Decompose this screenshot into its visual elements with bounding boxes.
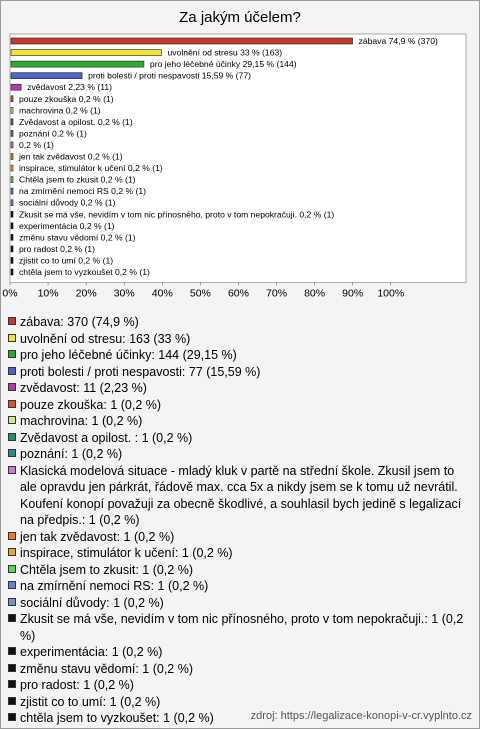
bar-label-17: změnu stavu vědomí 0,2 % (1) <box>19 232 136 243</box>
legend-label-8: poznání: 1 (0,2 %) <box>20 447 123 461</box>
bar-label-5: pouze zkouška 0,2 % (1) <box>19 93 114 104</box>
bar-3 <box>11 73 82 79</box>
legend-label-15: Zkusit se má vše, nevidím v tom nic přínosného, proto v tom nepokračuji.: 1 (0,2 %) <box>20 612 464 643</box>
legend-label-20: chtěla jsem to vyzkoušet: 1 (0,2 %) <box>20 711 214 725</box>
legend-swatch-4 <box>8 383 16 391</box>
bar-11 <box>11 165 13 171</box>
legend-item-7 <box>8 430 473 447</box>
bar-16 <box>11 223 13 229</box>
bar-19 <box>11 257 13 263</box>
legend-swatch-13 <box>8 581 16 589</box>
legend-label-9: Klasická modelová situace - mladý kluk v partě na střední škole. Zkusil jsem to ale opravdu jen párkrát, řádově max. cca 5x a nikdy jsem se k tomu už nevrátil. Koufení konopí považuji za obecně škodlivé, a souhlasil bych jedině s legalizací na předpis.: 1 (0,2 %) <box>20 463 462 527</box>
x-tick-label-0: 0% <box>2 287 18 300</box>
bar-label-20: chtěla jsem to vyzkoušet 0,2 % (1) <box>19 267 150 277</box>
bar-9 <box>11 142 13 148</box>
legend-label-0: zábava: 370 (74,9 %) <box>20 315 139 329</box>
bar-15 <box>11 211 13 217</box>
legend-item-18 <box>8 677 473 694</box>
x-tick-label-4: 40% <box>151 287 173 300</box>
legend-label-18: pro radost: 1 (0,2 %) <box>20 678 134 692</box>
legend-item-13 <box>8 578 473 595</box>
bar-label-7: Zvědavost a opilost. 0,2 % (1) <box>19 116 133 127</box>
legend-swatch-6 <box>8 416 16 424</box>
legend-swatch-15 <box>8 614 16 622</box>
bar-label-1: uvolnění od stresu 33 % (163) <box>167 47 283 58</box>
legend-item-16 <box>8 644 473 661</box>
bar-1 <box>11 50 161 56</box>
legend-label-16: experimentácia: 1 (0,2 %) <box>20 645 163 659</box>
legend-swatch-16 <box>8 647 16 655</box>
legend-item-8 <box>8 446 473 463</box>
bar-label-11: inspirace, stimulátor k učení 0,2 % (1) <box>19 163 163 174</box>
legend-label-3: proti bolesti / proti nespavosti: 77 (15,59 %) <box>20 364 261 379</box>
bar-13 <box>11 188 13 194</box>
legend-label-10: jen tak zvědavost: 1 (0,2 %) <box>20 529 175 544</box>
bar-chart <box>0 0 480 310</box>
legend-swatch-10 <box>8 532 16 540</box>
legend-item-15 <box>8 611 473 644</box>
x-tick-label-5: 50% <box>189 287 211 300</box>
x-tick-label-10: 100% <box>377 287 405 300</box>
legend-swatch-3 <box>8 367 16 375</box>
legend-item-2 <box>8 347 473 364</box>
bar-label-2: pro jeho léčebné účinky 29,15 % (144) <box>149 59 297 70</box>
bar-0 <box>11 38 353 44</box>
bar-label-13: na zmírnění nemoci RS 0,2 % (1) <box>19 186 147 197</box>
legend-label-7: Zvědavost a opilost. : 1 (0,2 %) <box>20 430 193 445</box>
x-tick-label-1: 10% <box>37 287 59 300</box>
legend-swatch-0 <box>8 317 16 325</box>
legend-label-14: sociální důvody: 1 (0,2 %) <box>20 595 164 610</box>
legend-swatch-5 <box>8 400 16 408</box>
bar-20 <box>11 269 13 275</box>
legend-item-11 <box>8 545 473 562</box>
legend-label-12: Chtěla jsem to zkusit: 1 (0,2 %) <box>20 562 193 577</box>
legend-swatch-14 <box>8 598 16 606</box>
x-tick-label-8: 80% <box>304 287 326 300</box>
bar-label-10: jen tak zvědavost 0,2 % (1) <box>19 151 123 162</box>
bar-label-0: zábava 74,9 % (370) <box>358 36 438 46</box>
legend-label-11: inspirace, stimulátor k učení: 1 (0,2 %) <box>20 546 233 560</box>
bar-label-12: Chtěla jsem to zkusit 0,2 % (1) <box>19 174 136 185</box>
legend-item-4 <box>8 380 473 397</box>
legend-item-12 <box>8 562 473 579</box>
bar-12 <box>11 177 13 183</box>
legend-label-1: uvolnění od stresu: 163 (33 %) <box>20 331 191 346</box>
bar-5 <box>11 96 13 102</box>
legend-label-2: pro jeho léčebné účinky: 144 (29,15 %) <box>20 348 237 362</box>
legend-swatch-2 <box>8 350 16 358</box>
bar-14 <box>11 200 13 206</box>
bar-label-4: zvědavost 2,23 % (11) <box>27 82 113 93</box>
chart-legend <box>8 314 473 727</box>
x-tick-label-6: 60% <box>227 287 249 300</box>
bar-8 <box>11 130 13 136</box>
legend-label-5: pouze zkouška: 1 (0,2 %) <box>20 397 162 412</box>
legend-item-0 <box>8 314 473 331</box>
legend-item-1 <box>8 331 473 348</box>
x-tick-label-9: 90% <box>342 287 364 300</box>
bar-4 <box>11 84 21 90</box>
bar-label-19: zjistit co to umí 0,2 % (1) <box>19 255 114 266</box>
legend-item-10 <box>8 529 473 546</box>
legend-label-19: zjistit co to umí: 1 (0,2 %) <box>20 694 161 709</box>
legend-item-9 <box>8 463 473 529</box>
bar-label-16: experimentácia 0,2 % (1) <box>19 220 115 231</box>
legend-label-17: změnu stavu vědomí: 1 (0,2 %) <box>20 661 193 676</box>
bar-7 <box>11 119 13 125</box>
x-tick-label-2: 20% <box>75 287 97 300</box>
bar-17 <box>11 234 13 240</box>
bar-label-8: poznání 0,2 % (1) <box>19 128 87 139</box>
legend-swatch-20 <box>8 713 16 721</box>
legend-swatch-9 <box>8 466 16 474</box>
chart-title: Za jakým účelem? <box>179 9 301 26</box>
legend-item-17 <box>8 661 473 678</box>
bar-label-3: proti bolesti / proti nespavosti 15,59 % (77) <box>88 70 251 81</box>
legend-item-3 <box>8 364 473 381</box>
legend-swatch-19 <box>8 697 16 705</box>
bar-label-14: sociální důvody 0,2 % (1) <box>19 197 116 208</box>
bar-6 <box>11 107 13 113</box>
legend-label-13: na zmírnění nemoci RS: 1 (0,2 %) <box>20 579 209 593</box>
legend-label-4: zvědavost: 11 (2,23 %) <box>20 381 147 395</box>
bar-label-15: Zkusit se má vše, nevidím v tom nic přínosného, proto v tom nepokračuji. 0,2 % (1) <box>19 209 335 220</box>
legend-label-6: machrovina: 1 (0,2 %) <box>20 414 143 428</box>
x-tick-label-3: 30% <box>113 287 135 300</box>
legend-swatch-1 <box>8 334 16 342</box>
legend-swatch-8 <box>8 449 16 457</box>
bar-18 <box>11 246 13 252</box>
legend-item-5 <box>8 397 473 414</box>
legend-item-19 <box>8 694 473 711</box>
legend-item-6 <box>8 413 473 430</box>
bar-2 <box>11 61 144 67</box>
bar-label-18: pro radost 0,2 % (1) <box>19 243 95 254</box>
legend-swatch-7 <box>8 433 16 441</box>
source-note: zdroj: https://legalizace-konopi-v-cr.vyplnto.cz <box>250 710 472 722</box>
legend-item-14 <box>8 595 473 612</box>
legend-swatch-17 <box>8 664 16 672</box>
legend-swatch-12 <box>8 565 16 573</box>
bar-10 <box>11 154 13 160</box>
legend-swatch-18 <box>8 680 16 688</box>
bar-label-6: machrovina 0,2 % (1) <box>19 105 101 116</box>
x-tick-label-7: 70% <box>266 287 288 300</box>
bar-label-9: 0,2 % (1) <box>19 139 54 150</box>
x-axis <box>2 283 404 300</box>
legend-swatch-11 <box>8 548 16 556</box>
